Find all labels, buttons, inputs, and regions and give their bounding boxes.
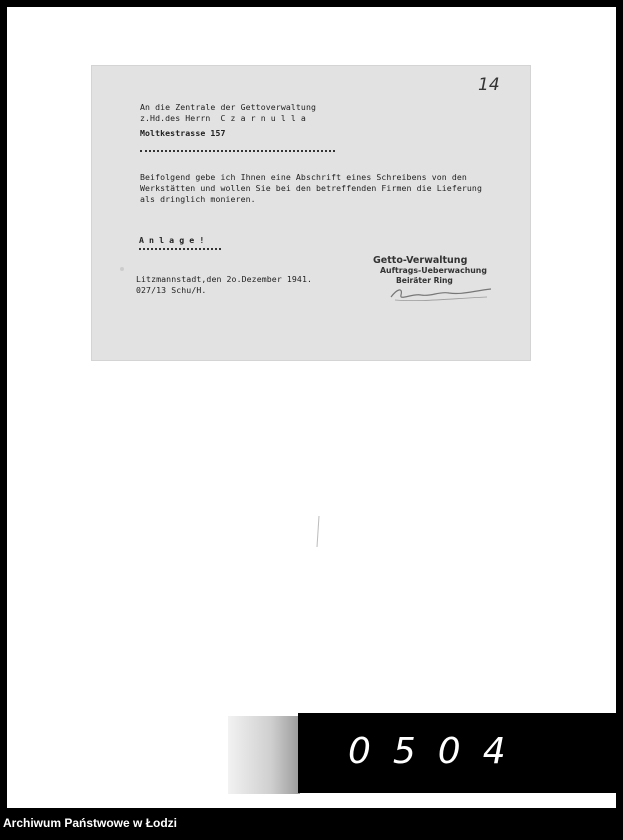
handwritten-page-number: 14 — [478, 75, 500, 95]
frame-counter: 0504 — [348, 731, 528, 772]
scan-marks — [7, 7, 616, 808]
film-shadow — [228, 716, 300, 794]
address-line-1: An die Zentrale der Gettoverwaltung — [140, 102, 317, 112]
enclosure-label: A n l a g e ! — [139, 235, 205, 245]
body-line-2: Werkstätten und wollen Sie bei den betreffenden Firmen die Lieferung — [140, 183, 482, 193]
stamp-line-1: Getto-Verwaltung — [373, 255, 468, 266]
place-date: Litzmannstadt,den 2o.Dezember 1941. — [136, 274, 313, 284]
frame-counter-panel — [298, 713, 616, 793]
stamp-line-2: Auftrags-Ueberwachung — [380, 266, 487, 275]
stamp-line-3: Beiräter Ring — [396, 276, 453, 285]
address-line-2: z.Hd.des Herrn C z a r n u l l a — [140, 113, 306, 123]
address-line-3: Moltkestrasse 157 — [140, 128, 226, 138]
archive-label: Archiwum Państwowe w Łodzi — [3, 816, 178, 830]
body-line-3: als dringlich monieren. — [140, 194, 256, 204]
reference-number: 027/13 Schu/H. — [136, 285, 207, 295]
scanned-sheet — [7, 7, 616, 808]
body-line-1: Beifolgend gebe ich Ihnen eine Abschrift eines Schreibens von den — [140, 172, 467, 182]
